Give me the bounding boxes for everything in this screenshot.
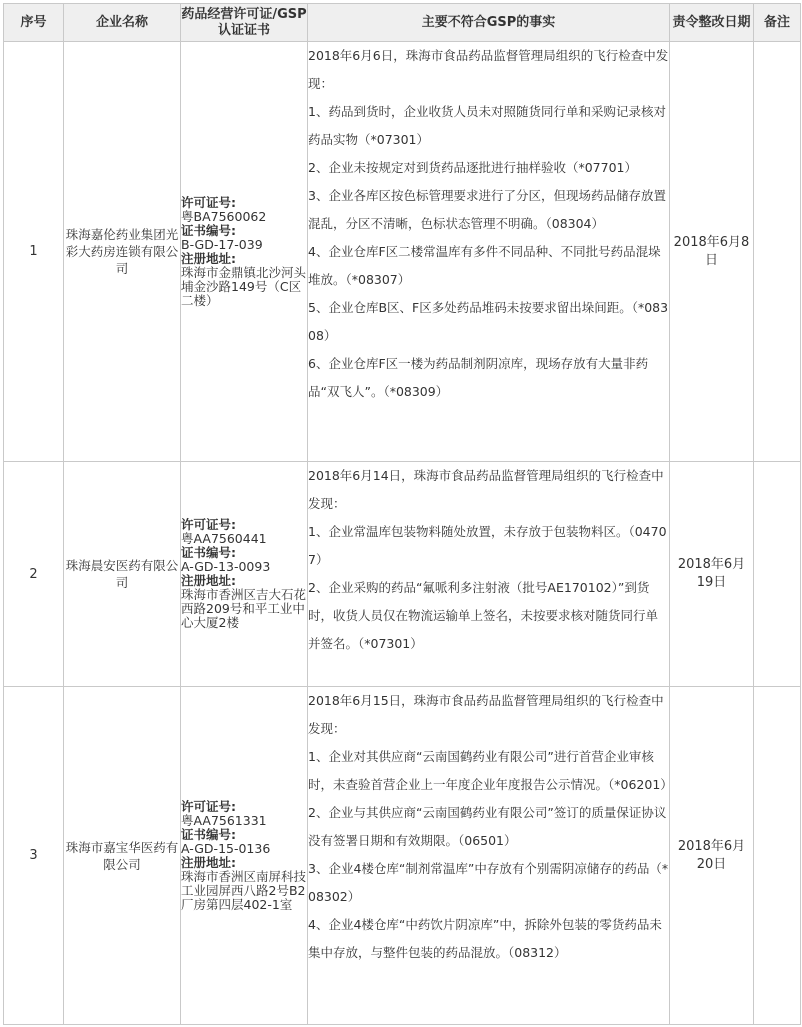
company-name: 珠海晨安医药有限公司 [64,462,181,687]
header-index: 序号 [4,4,64,42]
fact-item: 5、企业仓库B区、F区多处药品堆码未按要求留出垛间距。（*08308） [308,300,669,343]
registered-address: 珠海市香洲区南屏科技工业园屏西八路2号B2厂房第四层402-1室 [181,868,307,912]
remark [754,42,801,462]
table-row [4,42,801,462]
fact-item: 1、企业对其供应商“云南国鹤药业有限公司”进行首营企业审核时，未查验首营企业上一年度企业年度报告公示情况。（*06201） [308,749,673,792]
gsp-violation-table [3,3,801,1025]
fact-item: 6、企业仓库F区一楼为药品制剂阴凉库，现场存放有大量非药品“双飞人”。（*08309） [308,356,649,399]
cert-number: A-GD-13-0093 [181,559,271,574]
header-note: 备注 [754,4,801,42]
address-label: 注册地址: [181,250,236,266]
remark [754,687,801,1025]
table-row [4,687,801,1025]
cert-label: 证书编号: [181,222,236,238]
registered-address: 珠海市金鼎镇北沙河头埔金沙路149号（C区二楼） [181,264,307,308]
fact-item: 3、企业4楼仓库“制剂常温库”中存放有个别需阴凉储存的药品（*08302） [308,861,669,904]
fact-item: 1、企业常温库包装物料随处放置，未存放于包装物料区。（04707） [308,524,667,567]
rectification-deadline: 2018年6月8日 [670,42,754,462]
address-label: 注册地址: [181,573,236,588]
registered-address: 珠海市香洲区吉大石花西路209号和平工业中心大厦2楼 [181,587,307,630]
row-index: 3 [4,687,64,1025]
license-label: 许可证号: [181,194,236,210]
cert-number: B-GD-17-039 [181,236,263,252]
header-company: 企业名称 [64,4,181,42]
license-number: 粤BA7560062 [181,208,267,224]
table-row [4,462,801,687]
cert-label: 证书编号: [181,826,236,842]
header-row [4,4,801,42]
fact-item: 2018年6月15日，珠海市食品药品监督管理局组织的飞行检查中发现： [308,693,664,736]
header-deadline: 责令整改日期 [670,4,754,42]
row-index: 1 [4,42,64,462]
fact-item: 2、企业未按规定对到货药品逐批进行抽样验收（*07701） [308,160,637,175]
remark [754,462,801,687]
fact-item: 2018年6月14日，珠海市食品药品监督管理局组织的飞行检查中发现： [308,468,664,511]
violation-facts [308,42,670,462]
license-number: 粤AA7560441 [181,531,267,546]
license-number: 粤AA7561331 [181,812,267,828]
fact-item: 1、药品到货时，企业收货人员未对照随货同行单和采购记录核对药品实物（*07301） [308,104,666,147]
cert-label: 证书编号: [181,545,236,560]
license-info [181,687,308,1025]
company-name: 珠海嘉伦药业集团光彩大药房连锁有限公司 [64,42,181,462]
license-label: 许可证号: [181,517,236,532]
fact-item: 2、企业与其供应商“云南国鹤药业有限公司”签订的质量保证协议没有签署日期和有效期限。（06501） [308,805,667,848]
row-index: 2 [4,462,64,687]
fact-item: 2018年6月6日，珠海市食品药品监督管理局组织的飞行检查中发现： [308,48,669,91]
header-facts: 主要不符合GSP的事实 [308,4,670,42]
rectification-deadline: 2018年6月19日 [670,462,754,687]
fact-item: 3、企业各库区按色标管理要求进行了分区，但现场药品储存放置混乱，分区不清晰，色标状态管理不明确。（08304） [308,188,666,231]
company-name: 珠海市嘉宝华医药有限公司 [64,687,181,1025]
violation-facts [308,462,670,687]
license-info [181,462,308,687]
address-label: 注册地址: [181,854,236,870]
header-license: 药品经营许可证/GSP认证证书 [181,4,308,42]
license-label: 许可证号: [181,798,236,814]
violation-facts [308,687,673,1025]
license-info [181,42,308,462]
rectification-deadline: 2018年6月20日 [670,687,754,1025]
fact-item: 4、企业仓库F区二楼常温库有多件不同品种、不同批号药品混垛堆放。（*08307） [308,244,661,287]
cert-number: A-GD-15-0136 [181,840,271,856]
fact-item: 4、企业4楼仓库“中药饮片阴凉库”中，拆除外包装的零货药品未集中存放，与整件包装的药品混放。（08312） [308,917,662,960]
table-body [4,42,801,1025]
fact-item: 2、企业采购的药品“氟哌利多注射液（批号AE170102）”到货时，收货人员仅在物流运输单上签名，未按要求核对随货同行单并签名。（*07301） [308,580,659,651]
